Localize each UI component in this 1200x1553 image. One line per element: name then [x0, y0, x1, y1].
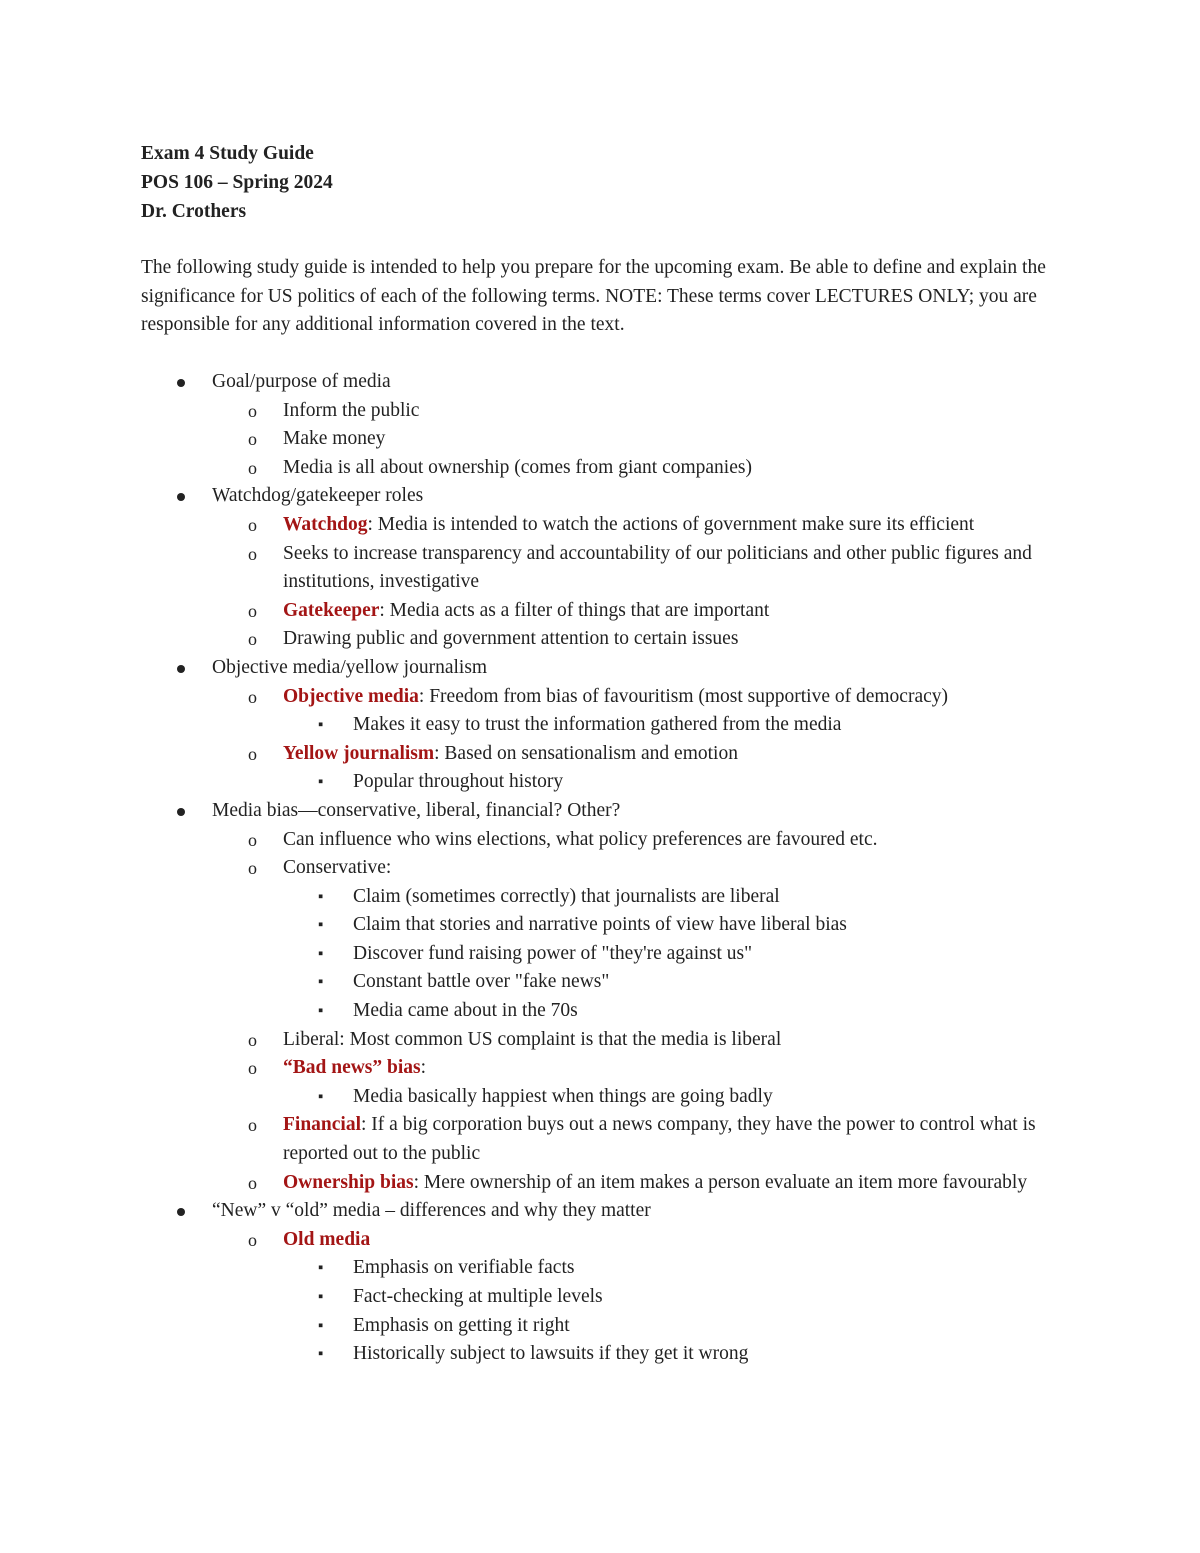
- hollow-bullet-icon: o: [248, 543, 257, 564]
- outline-subitem: [0, 1169, 1200, 1198]
- hollow-bullet-icon: o: [248, 629, 257, 650]
- key-term: Gatekeeper: [283, 599, 380, 621]
- key-term: Ownership bias: [283, 1171, 414, 1193]
- square-bullet-icon: ▪: [318, 974, 324, 991]
- hollow-bullet-icon: o: [248, 400, 257, 421]
- outline-topic: [0, 482, 1200, 511]
- outline-subitem: [0, 740, 1200, 769]
- outline-subitem: [0, 597, 1200, 626]
- subitem-text: Make money: [283, 428, 386, 450]
- subitem-text: Conservative:: [283, 857, 392, 879]
- subitem-text: : Based on sensationalism and emotion: [434, 742, 738, 764]
- square-bullet-icon: ▪: [318, 1346, 324, 1363]
- outline-detail: [0, 1340, 1200, 1369]
- topic-text: “New” v “old” media – differences and why they matter: [212, 1200, 651, 1222]
- outline-topic: [0, 368, 1200, 397]
- subitem-text: Seeks to increase transparency and accountability of our politicians and other public figures and institutions, investigative: [283, 542, 1032, 593]
- outline-detail: [0, 768, 1200, 797]
- square-bullet-icon: ▪: [318, 717, 324, 734]
- outline-subitem: [0, 511, 1200, 540]
- hollow-bullet-icon: o: [248, 1115, 257, 1136]
- hollow-bullet-icon: o: [248, 686, 257, 707]
- subitem-body: [283, 1226, 1053, 1255]
- detail-text: Media came about in the 70s: [353, 1000, 578, 1022]
- hollow-bullet-icon: o: [248, 1229, 257, 1250]
- detail-text: Emphasis on verifiable facts: [353, 1257, 575, 1279]
- key-term: Watchdog: [283, 513, 368, 535]
- hollow-bullet-icon: o: [248, 1058, 257, 1079]
- subitem-body: [283, 425, 1053, 454]
- subitem-text: : If a big corporation buys out a news company, they have the power to control what is reported out to the public: [283, 1114, 1036, 1165]
- detail-text: Discover fund raising power of "they're against us": [353, 942, 753, 964]
- outline-detail: [0, 911, 1200, 940]
- subitem-text: Liberal: Most common US complaint is that the media is liberal: [283, 1028, 782, 1050]
- outline-subitem: [0, 1026, 1200, 1055]
- subitem-text: Drawing public and government attention to certain issues: [283, 628, 739, 650]
- detail-text: Fact-checking at multiple levels: [353, 1286, 603, 1307]
- detail-text: Emphasis on getting it right: [353, 1314, 570, 1336]
- subitem-body: [283, 683, 1053, 712]
- outline-detail: [0, 997, 1200, 1026]
- subitem-body: [283, 1026, 1053, 1055]
- subitem-body: [283, 540, 1053, 597]
- outline-detail: [0, 1283, 1200, 1312]
- outline-topic: [0, 654, 1200, 683]
- subitem-text: Can influence who wins elections, what policy preferences are favoured etc.: [283, 828, 878, 850]
- square-bullet-icon: ▪: [318, 888, 324, 905]
- outline-detail: [0, 1254, 1200, 1283]
- topic-text: Goal/purpose of media: [212, 371, 391, 392]
- outline-subitem: [0, 454, 1200, 483]
- outline-subitem: [0, 625, 1200, 654]
- detail-text: Media basically happiest when things are going badly: [353, 1085, 773, 1107]
- square-bullet-icon: ▪: [318, 917, 324, 934]
- hollow-bullet-icon: o: [248, 457, 257, 478]
- detail-text: Popular throughout history: [353, 771, 564, 793]
- hollow-bullet-icon: o: [248, 743, 257, 764]
- square-bullet-icon: ▪: [318, 1317, 324, 1334]
- subitem-body: [283, 454, 1053, 483]
- square-bullet-icon: ▪: [318, 1003, 324, 1020]
- hollow-bullet-icon: o: [248, 1172, 257, 1193]
- outline-subitem: [0, 397, 1200, 426]
- subitem-text: Media is all about ownership (comes from giant companies): [283, 456, 752, 478]
- outline-subitem: [0, 854, 1200, 883]
- subitem-body: [283, 740, 1053, 769]
- square-bullet-icon: ▪: [318, 945, 324, 962]
- subitem-body: [283, 1054, 1053, 1083]
- topic-text: Objective media/yellow journalism: [212, 656, 488, 678]
- square-bullet-icon: ▪: [318, 774, 324, 791]
- subitem-text: : Media is intended to watch the actions of government make sure its efficient: [367, 513, 975, 535]
- key-term: Yellow journalism: [283, 742, 435, 764]
- hollow-bullet-icon: o: [248, 1029, 257, 1050]
- outline-detail: [0, 711, 1200, 740]
- hollow-bullet-icon: o: [248, 514, 257, 535]
- hollow-bullet-icon: o: [248, 858, 257, 879]
- outline-subitem: [0, 826, 1200, 855]
- outline-topic: [0, 1197, 1200, 1226]
- hollow-bullet-icon: o: [248, 829, 257, 850]
- subitem-body: [283, 826, 1053, 855]
- outline-detail: [0, 1083, 1200, 1112]
- subitem-text: : Mere ownership of an item makes a person evaluate an item more favourably: [413, 1171, 1028, 1193]
- outline-subitem: [0, 540, 1200, 597]
- instructor-line: Dr. Crothers: [141, 201, 247, 222]
- subitem-body: [283, 397, 1053, 426]
- outline-detail: [0, 883, 1200, 912]
- key-term: “Bad news” bias: [283, 1057, 421, 1079]
- square-bullet-icon: ▪: [318, 1088, 324, 1105]
- outline-subitem: [0, 683, 1200, 712]
- outline-detail: [0, 968, 1200, 997]
- topic-text: Media bias—conservative, liberal, financial? Other?: [212, 799, 621, 821]
- subitem-body: [283, 1111, 1053, 1168]
- intro-paragraph: The following study guide is intended to help you prepare for the upcoming exam. Be able to define and explain the significance for US politics of each of the following terms. NOTE: These terms cover LECTURES ONLY; you are responsible for any additional information covered in the text.: [141, 257, 1046, 336]
- outline-subitem: [0, 1054, 1200, 1083]
- subitem-text: : Freedom from bias of favouritism (most supportive of democracy): [418, 685, 949, 707]
- outline-detail: [0, 1312, 1200, 1341]
- hollow-bullet-icon: o: [248, 600, 257, 621]
- outline-subitem: [0, 1226, 1200, 1255]
- key-term: Objective media: [283, 685, 419, 707]
- outline-subitem: [0, 425, 1200, 454]
- detail-text: Constant battle over "fake news": [353, 971, 610, 993]
- detail-text: Claim (sometimes correctly) that journalists are liberal: [353, 885, 780, 907]
- detail-text: Historically subject to lawsuits if they get it wrong: [353, 1343, 749, 1365]
- detail-text: Claim that stories and narrative points of view have liberal bias: [353, 914, 847, 936]
- topic-text: Watchdog/gatekeeper roles: [212, 485, 424, 507]
- square-bullet-icon: ▪: [318, 1260, 324, 1277]
- doc-title: Exam 4 Study Guide: [141, 143, 314, 164]
- subitem-text: : Media acts as a filter of things that are important: [379, 599, 770, 621]
- subitem-body: [283, 511, 1053, 540]
- key-term: Financial: [283, 1114, 362, 1136]
- outline-subitem: [0, 1111, 1200, 1168]
- subitem-body: [283, 854, 1053, 883]
- key-term: Old media: [283, 1228, 371, 1250]
- subitem-text: :: [420, 1057, 427, 1079]
- square-bullet-icon: ▪: [318, 1289, 324, 1305]
- outline-topic: [0, 797, 1200, 826]
- topic-outline: [0, 368, 1200, 1369]
- course-line: POS 106 – Spring 2024: [141, 172, 333, 193]
- detail-text: Makes it easy to trust the information gathered from the media: [353, 714, 842, 736]
- subitem-body: [283, 597, 1053, 626]
- subitem-body: [283, 1169, 1053, 1198]
- outline-detail: [0, 940, 1200, 969]
- subitem-text: Inform the public: [283, 399, 420, 421]
- subitem-body: [283, 625, 1053, 654]
- hollow-bullet-icon: o: [248, 429, 257, 450]
